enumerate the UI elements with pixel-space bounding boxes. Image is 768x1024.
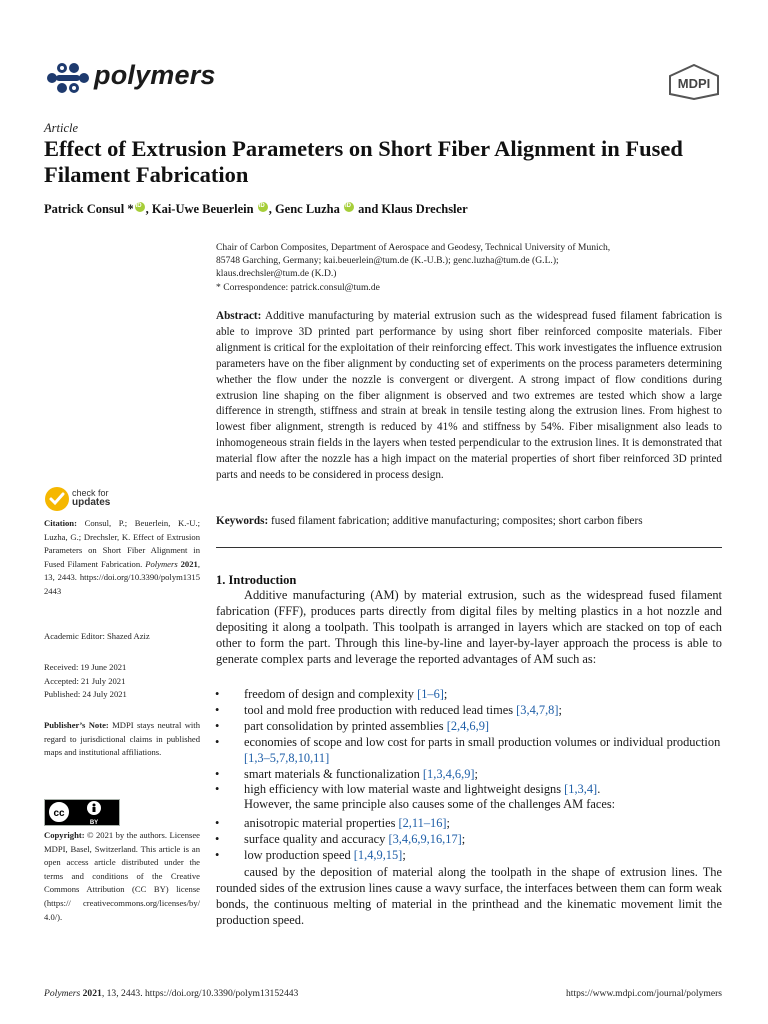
advantages-list [216,687,722,798]
list-item [216,735,722,767]
keywords-text: fused filament fabrication; additive manufacturing; composites; short carbon fibers [268,515,643,527]
publisher-note [44,719,200,760]
list-item-end: ; [558,702,562,717]
list-item-text: part consolidation by printed assemblies [244,718,447,733]
divider [216,547,722,548]
polymers-journal-logo-icon [44,58,90,98]
article-type: Article [44,121,79,135]
list-item [216,832,722,848]
list-item-text: freedom of design and complexity [244,687,418,701]
publisher-name: MDPI [677,76,711,91]
copyright-label: Copyright: [44,830,85,840]
reference-link[interactable]: [1,3,4] [564,782,598,797]
list-item-end: ; [474,766,478,781]
affiliation-block [216,241,726,294]
correspondence: * Correspondence: patrick.consul@tum.de [216,281,380,293]
citation-volume: , 13, 2443. [44,558,200,583]
section-heading: 1. Introduction [216,573,297,587]
orcid-icon[interactable] [135,202,145,212]
citation-block [44,517,200,599]
footer-year: 2021 [80,988,102,999]
citation-year: 2021 [177,558,198,569]
reference-link[interactable]: [2,4,6,9] [446,718,490,733]
accepted-date: Accepted: 21 July 2021 [44,675,126,686]
article-title: Effect of Extrusion Parameters on Short Fiber Alignment in Fused Filament Fabrication [44,136,683,187]
footer-citation [44,988,298,999]
check-for-updates-badge[interactable] [44,486,164,514]
cc-by-label: BY [89,820,99,826]
list-item [216,848,722,864]
journal-url-link[interactable]: https://www.mdpi.com/journal/polymers [565,988,722,999]
list-item-end: ; [461,831,466,846]
challenges-list [216,816,722,864]
copyright-text: © 2021 by the authors. Licensee MDPI, Basel, Switzerland. This article is an open access article distributed under the terms and conditions of the Creative Commons Attribution (CC BY) license (https:// creativecommons.org/licenses/by/ 4.0/). [44,830,200,922]
list-item-end: ; [402,847,406,862]
publisher-note-text: MDPI stays neutral with regard to jurisdictional claims in published maps and institutional affiliations. [44,720,200,758]
list-item [216,719,722,735]
intro-paragraph: caused by the deposition of material along the toolpath in the shape of extrusion lines. The rounded sides of the extrusion lines cause a wavy surface, the interfaces between them can form weak bonds, the continuous melting of material in the printhead and the kinematic movement limit the production speed. [216,865,722,927]
list-item-end: ; [443,687,448,701]
reference-link[interactable]: [1–6] [417,687,444,701]
author-name: Genc Luzha [274,202,340,216]
reference-link[interactable]: [1,3,4,6,9] [422,766,475,781]
list-item [216,782,722,798]
list-item-text: smart materials & functionalization [244,766,423,781]
published-date: Published: 24 July 2021 [44,689,127,700]
copyright-block [44,829,200,924]
received-date: Received: 19 June 2021 [44,662,127,672]
abstract-text: Additive manufacturing by material extrusion such as the widespread fused filament fabrication is able to improve 3D printed part performance by using short fiber reinforced composite materials. Fiber alignment is critical for the exploitation of their reinforcing effect. This work investigates the influence extrusion parameters have on the fiber alignment by conducting set of experiments on the process parameters determining whether the flow under the nozzle is convergent or divergent. A strong impact of flow conditions during extrusion line shaping on the fiber alignment is observed and two extremes are tested which show a large difference in strength, stiffness and strain at break in tensile testing along the extrusion lines. From highest to lowest fiber alignment, strength is reduced by 41% and stiffness by 54%. Fiber misalignment also leads to inhomogeneous strain fields in the layers when tested perpendicular to the extrusion lines. It is demonstrated that material flow after the nozzle has a high impact on the material properties of short fiber reinforced 3D printed parts and needs to be considered in process design. [216,310,722,482]
list-item-text: tool and mold free production with reduced lead times [244,702,517,717]
cc-label: cc [53,808,65,819]
reference-link[interactable]: [3,4,6,9,16,17] [388,831,462,846]
citation-text: Consul, P.; Beuerlein, K.-U.; Luzha, G.; Drechsler, K. Effect of Extrusion Parameters on Short Fiber Alignment in Fused Filament Fabrication. [44,518,200,569]
check-updates-label: updates [72,497,111,508]
keywords-label: Keywords: [216,515,269,527]
publisher-note-label: Publisher’s Note: [44,720,109,730]
orcid-icon[interactable] [344,202,354,212]
reference-link[interactable]: [2,11–16] [398,816,447,830]
list-item-text: economies of scope and low cost for parts in small production volumes or individual production [244,734,721,749]
list-item [216,703,722,719]
intro-paragraph: Additive manufacturing (AM) by material extrusion, such as the widespread fused filament fabrication (FFF), produces parts directly from digital files by melting plastics in a hot nozzle and depositing it along a toolpath. This toolpath is arranged in layers which are stacked on top of each other to form the part. Through this line-by-line and layer-by-layer approach the process is able to generate complex parts and leverage the reported advantages of AM such as: [216,588,722,666]
author-separator: , [145,202,152,216]
academic-editor: Academic Editor: Shazed Aziz [44,631,150,641]
abstract-label: Abstract: [216,310,262,322]
affiliation-line: 85748 Garching, Germany; kai.beuerlein@tum.de (K.-U.B.); genc.luzha@tum.de (G.L.); [216,255,559,267]
list-item-end: . [597,782,601,797]
affiliation-line: klaus.drechsler@tum.de (K.D.) [216,268,337,280]
check-updates-icon [44,486,70,512]
reference-link[interactable]: [3,4,7,8] [516,702,559,717]
journal-name: polymers [94,60,216,90]
abstract [216,309,722,484]
list-item-end: ; [446,816,450,830]
author-name: Kai-Uwe Beuerlein [151,202,254,216]
footer-rest[interactable]: , 13, 2443. https://doi.org/10.3390/polym13152443 [101,988,299,999]
list-item [216,816,722,832]
citation-journal: Polymers [145,558,178,569]
author-separator: and Klaus Drechsler [355,202,468,216]
list-item-text: surface quality and accuracy [244,831,389,846]
orcid-icon[interactable] [258,202,268,212]
list-item [216,687,722,703]
check-updates-label: check for [72,488,109,498]
citation-label: Citation: [44,518,77,528]
footer-journal: Polymers [44,988,81,999]
challenges-intro: However, the same principle also causes some of the challenges AM faces: [244,797,616,811]
mdpi-logo-icon[interactable] [668,64,720,100]
citation-doi-link[interactable]: https://doi.org/10.3390/polym13152443 [44,572,200,596]
list-item [216,767,722,783]
author-list [44,202,468,217]
cc-by-license-icon[interactable] [44,799,120,826]
keywords [216,514,722,529]
list-item-text: high efficiency with low material waste and lightweight designs [244,782,565,797]
affiliation-line: Chair of Carbon Composites, Department of Aerospace and Geodesy, Technical University of Munich, [216,242,611,253]
list-item-text: low production speed [244,847,354,862]
author-separator: , [268,202,275,216]
reference-link[interactable]: [1,4,9,15] [353,847,403,862]
dates-block [44,661,200,702]
reference-link[interactable]: [1,3–5,7,8,10,11] [244,750,330,765]
list-item-text: anisotropic material properties [244,816,399,830]
author-name: Patrick Consul * [44,202,134,216]
